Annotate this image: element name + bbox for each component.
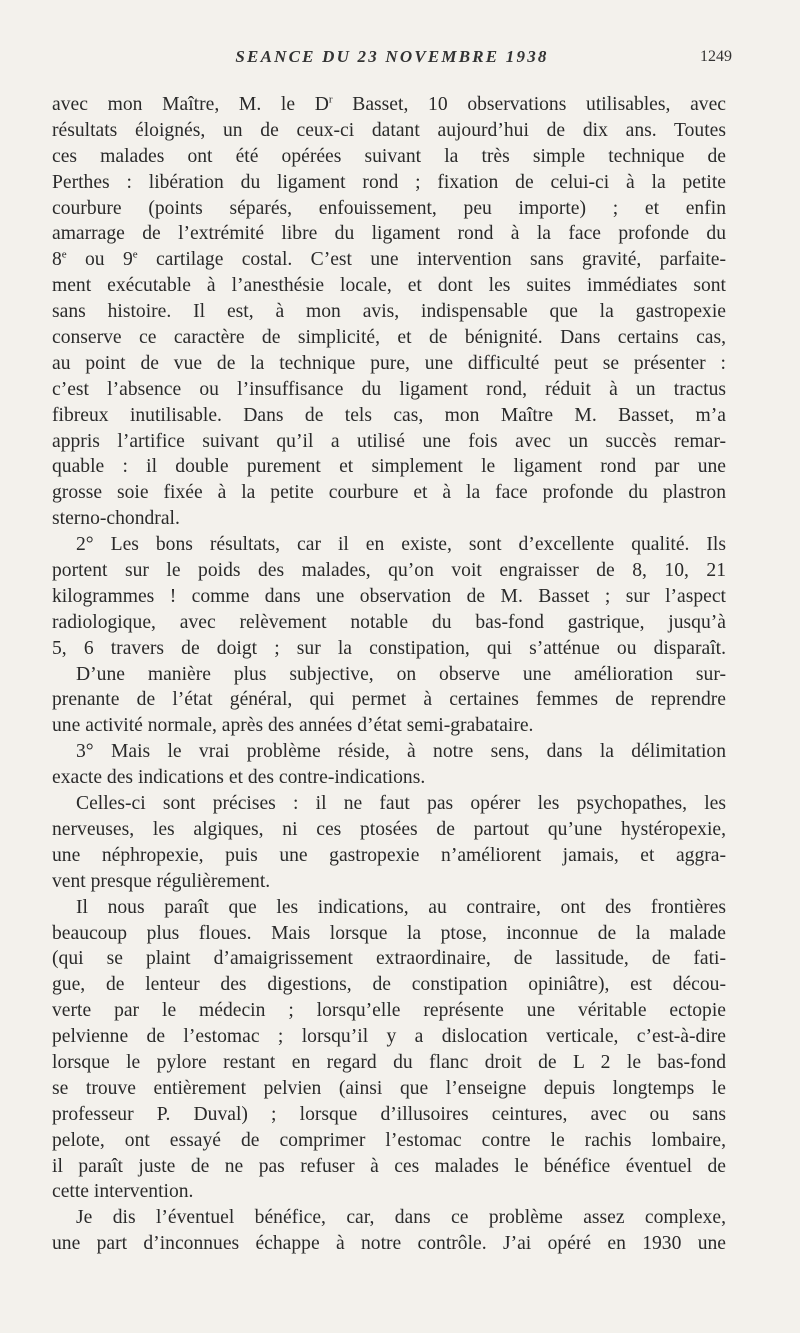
text-line: D’une manière plus subjective, on observe une amélioration sur- — [76, 663, 726, 685]
text-line: courbure (points séparés, enfouissement, peu importe) ; et enfin — [52, 197, 726, 219]
text-line: Perthes : libération du ligament rond ; fixation de celui-ci à la petite — [52, 171, 726, 193]
text-line: professeur P. Duval) ; lorsque d’illusoires ceintures, avec ou sans — [52, 1103, 726, 1125]
text-line: sterno-chondral. — [52, 508, 180, 530]
page-header — [52, 47, 732, 71]
text-line: appris l’artifice suivant qu’il a utilisé une fois avec un succès remar- — [52, 430, 726, 452]
running-head: SEANCE DU 23 NOVEMBRE 1938 — [235, 47, 549, 66]
text-line: cette intervention. — [52, 1181, 194, 1203]
text-line: quable : il double purement et simplement le ligament rond par une — [52, 456, 726, 478]
text-line: 3° Mais le vrai problème réside, à notre sens, dans la délimitation — [76, 741, 726, 763]
text-line: exacte des indications et des contre-indications. — [52, 767, 426, 789]
text-line: 8e ou 9e cartilage costal. C’est une intervention sans gravité, parfaite- — [52, 248, 726, 271]
text-line: Je dis l’éventuel bénéfice, car, dans ce problème assez complexe, — [76, 1207, 726, 1229]
text-line: résultats éloignés, un de ceux-ci datant aujourd’hui de dix ans. Toutes — [52, 119, 726, 141]
text-line: grosse soie fixée à la petite courbure et à la face profonde du plastron — [52, 482, 726, 504]
text-line: beaucoup plus floues. Mais lorsque la ptose, inconnue de la malade — [52, 922, 726, 944]
text-line: 5, 6 travers de doigt ; sur la constipation, qui s’atténue ou disparaît. — [52, 637, 726, 659]
text-line: ment exécutable à l’anesthésie locale, et dont les suites immédiates sont — [52, 275, 726, 297]
text-line: c’est l’absence ou l’insuffisance du ligament rond, réduit à un tractus — [52, 378, 726, 400]
text-line: conserve ce caractère de simplicité, et de bénignité. Dans certains cas, — [52, 327, 726, 349]
text-line: lorsque le pylore restant en regard du flanc droit de L 2 le bas-fond — [52, 1051, 726, 1073]
text-line: il paraît juste de ne pas refuser à ces malades le bénéfice éventuel de — [52, 1155, 726, 1177]
text-line: une néphropexie, puis une gastropexie n’améliorent jamais, et aggra- — [52, 844, 726, 866]
text-line: au point de vue de la technique pure, une difficulté peut se présenter : — [52, 352, 726, 374]
text-line: ces malades ont été opérées suivant la très simple technique de — [52, 145, 726, 167]
text-line: pelvienne de l’estomac ; lorsqu’il y a dislocation verticale, c’est-à-dire — [52, 1026, 726, 1048]
text-line: sans histoire. Il est, à mon avis, indispensable que la gastropexie — [52, 301, 726, 323]
text-line: kilogrammes ! comme dans une observation de M. Basset ; sur l’aspect — [52, 585, 726, 607]
text-line: verte par le médecin ; lorsqu’elle représente une véritable ectopie — [52, 1000, 726, 1022]
text-line: une part d’inconnues échappe à notre contrôle. J’ai opéré en 1930 une — [52, 1233, 726, 1255]
page-number: 1249 — [700, 48, 732, 65]
text-line: radiologique, avec relèvement notable du bas-fond gastrique, jusqu’à — [52, 611, 726, 633]
text-line: une activité normale, après des années d’état semi-grabataire. — [52, 715, 534, 737]
text-line: amarrage de l’extrémité libre du ligament rond à la face profonde du — [52, 223, 726, 245]
body-text — [52, 92, 726, 1257]
text-line: se trouve entièrement pelvien (ainsi que l’enseigne depuis longtemps le — [52, 1077, 726, 1099]
text-line: avec mon Maître, M. le $D^r$ Basset, 10 observations utilisables, avec — [52, 93, 726, 115]
text-line: Il nous paraît que les indications, au contraire, ont des frontières — [76, 896, 726, 918]
text-line: Celles-ci sont précises : il ne faut pas opérer les psychopathes, les — [76, 793, 726, 815]
text-line: fibreux inutilisable. Dans de tels cas, mon Maître M. Basset, m’a — [52, 404, 726, 426]
text-line: vent presque régulièrement. — [52, 870, 271, 892]
text-line: portent sur le poids des malades, qu’on voit engraisser de 8, 10, 21 — [52, 560, 726, 582]
text-line: prenante de l’état général, qui permet à certaines femmes de reprendre — [52, 689, 726, 711]
text-line: pelote, ont essayé de comprimer l’estomac contre le rachis lombaire, — [52, 1129, 726, 1151]
text-line: (qui se plaint d’amaigrissement extraordinaire, de lassitude, de fati- — [52, 948, 726, 970]
text-line: 2° Les bons résultats, car il en existe, sont d’excellente qualité. Ils — [76, 534, 726, 556]
text-line: gue, de lenteur des digestions, de constipation opiniâtre), est décou- — [52, 974, 726, 996]
text-line: nerveuses, les algiques, ni ces ptosées de partout qu’une hystéropexie, — [52, 818, 726, 840]
